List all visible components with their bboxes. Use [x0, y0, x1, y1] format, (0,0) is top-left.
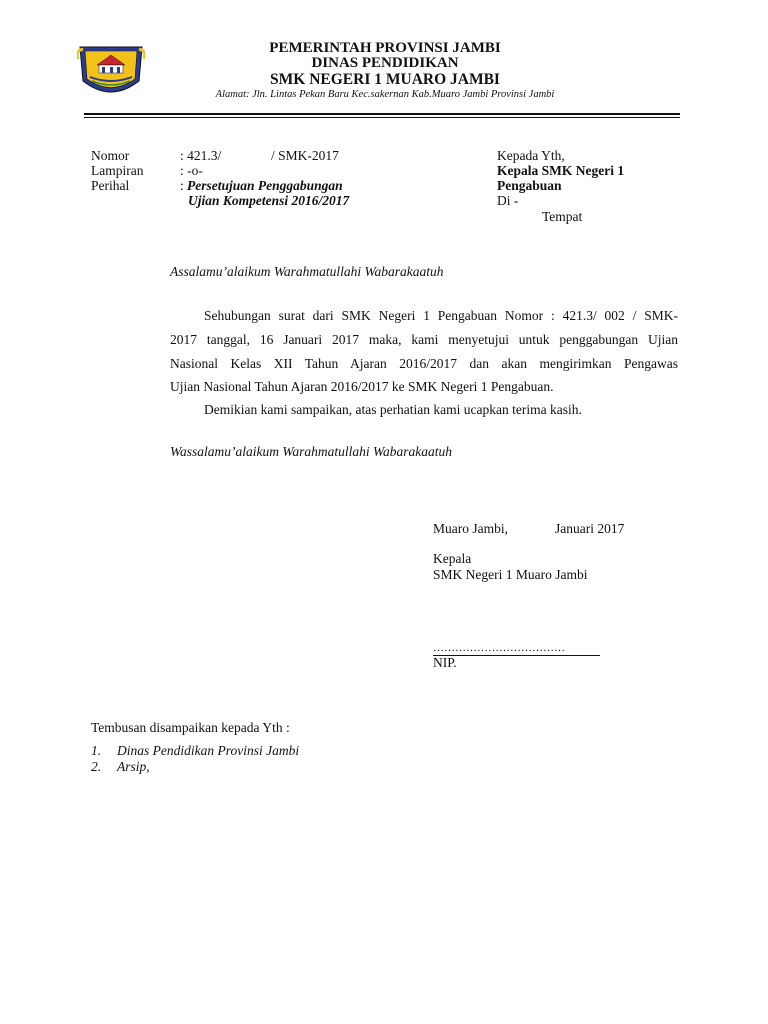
- nomor-label: Nomor: [91, 148, 130, 163]
- perihal-colon: :: [180, 178, 184, 193]
- signature-nip: NIP.: [433, 655, 457, 670]
- signature-role: Kepala: [433, 551, 472, 566]
- recipient-place: Tempat: [542, 209, 583, 224]
- cc-item-text: Dinas Pendidikan Provinsi Jambi: [117, 743, 300, 758]
- paragraph-1-line-3: Nasional Kelas XII Tahun Ajaran 2016/2017 dan akan mengirimkan Pengawas: [170, 356, 678, 371]
- letterhead-address: Alamat: Jln. Lintas Pekan Baru Kec.sakernan Kab.Muaro Jambi Provinsi Jambi: [215, 89, 555, 100]
- perihal-line-1: Persetujuan Penggabungan: [187, 178, 343, 193]
- nomor-suffix: / SMK-2017: [271, 148, 339, 163]
- recipient-name-line-2: Pengabuan: [497, 178, 562, 193]
- cc-item-number: 1.: [91, 743, 102, 758]
- recipient-di: Di -: [497, 193, 519, 208]
- closing-salutation: Wassalamu’alaikum Warahmatullahi Wabarakaatuh: [170, 444, 453, 459]
- cc-item-number: 2.: [91, 759, 102, 774]
- paragraph-1-line-4: Ujian Nasional Tahun Ajaran 2016/2017 ke SMK Negeri 1 Pengabuan.: [170, 379, 554, 394]
- signature-name-placeholder: ………………………………: [433, 642, 565, 654]
- lampiran-label: Lampiran: [91, 163, 144, 178]
- nomor-value: : 421.3/: [180, 148, 222, 163]
- paragraph-2: Demikian kami sampaikan, atas perhatian kami ucapkan terima kasih.: [204, 402, 582, 417]
- recipient-greeting: Kepada Yth,: [497, 148, 565, 163]
- letterhead-government: PEMERINTAH PROVINSI JAMBI: [269, 40, 501, 56]
- cc-item-text: Arsip,: [117, 759, 150, 774]
- paragraph-1-line-2: 2017 tanggal, 16 Januari 2017 maka, kami menyetujui untuk penggabungan Ujian: [170, 332, 678, 347]
- opening-salutation: Assalamu’alaikum Warahmatullahi Wabarakaatuh: [170, 264, 444, 279]
- signature-line: [433, 655, 600, 656]
- letterhead-divider-thick: [84, 113, 680, 115]
- paragraph-1-line-1: Sehubungan surat dari SMK Negeri 1 Pengabuan Nomor : 421.3/ 002 / SMK-: [204, 308, 678, 323]
- signature-date: Januari 2017: [555, 521, 625, 536]
- cc-heading: Tembusan disampaikan kepada Yth :: [91, 720, 290, 735]
- letterhead-school: SMK NEGERI 1 MUARO JAMBI: [270, 71, 500, 88]
- lampiran-value: : -o-: [180, 163, 203, 178]
- jambi-province-emblem-icon: [77, 41, 145, 99]
- perihal-label: Perihal: [91, 178, 130, 193]
- signature-place: Muaro Jambi,: [433, 521, 508, 536]
- recipient-name-line-1: Kepala SMK Negeri 1: [497, 163, 625, 178]
- letterhead-divider-thin: [84, 117, 680, 118]
- perihal-line-2: Ujian Kompetensi 2016/2017: [188, 193, 350, 208]
- letterhead-department: DINAS PENDIDIKAN: [311, 55, 459, 71]
- signature-school: SMK Negeri 1 Muaro Jambi: [433, 567, 588, 582]
